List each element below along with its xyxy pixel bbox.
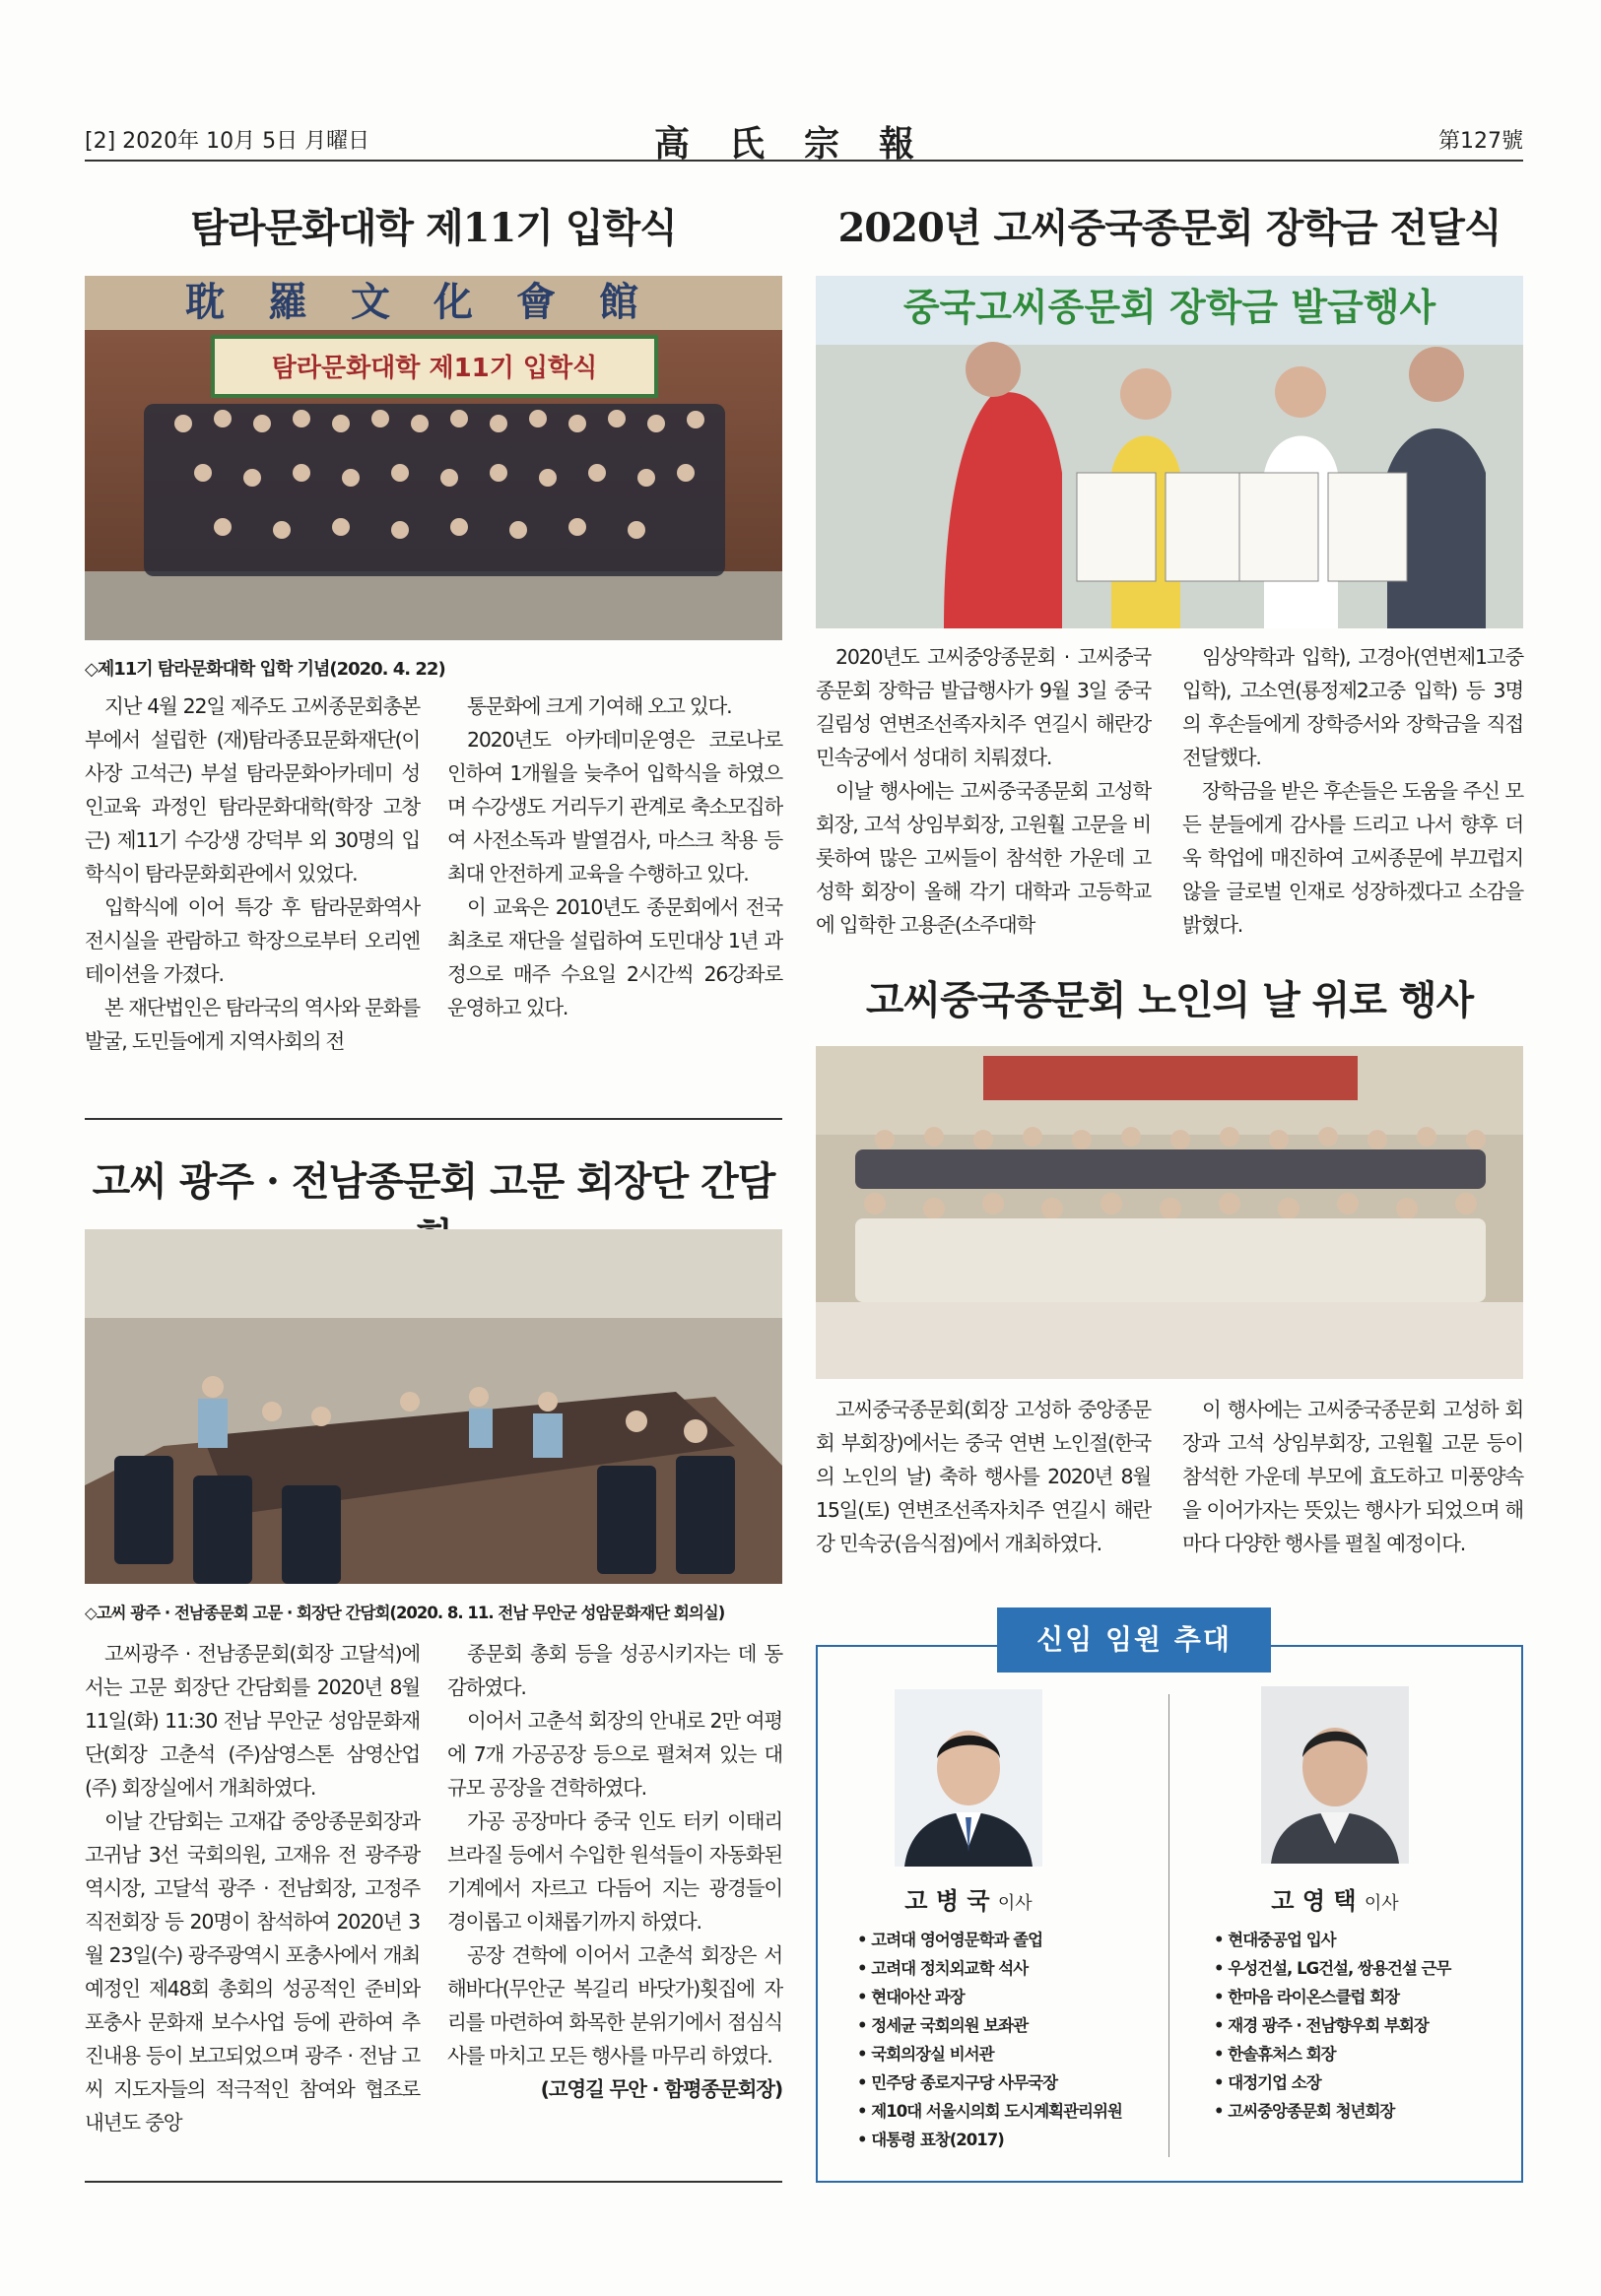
paragraph: 공장 견학에 이어서 고춘석 회장은 서해바다(무안군 복길리 바닷가)횟집에 자리를 마련하여 화목한 분위기에서 점심식사를 마치고 모든 행사를 마무리 하였다. xyxy=(447,1943,782,2067)
list-item: • 고씨중앙종문회 청년회장 xyxy=(1214,2097,1509,2126)
article3-column-1 xyxy=(85,1637,420,2139)
paragraph: 종문회 총회 등을 성공시키자는 데 동감하였다. xyxy=(447,1642,782,1699)
article3-column-2 xyxy=(447,1637,782,2106)
officer-2-name xyxy=(1187,1881,1483,1916)
list-item: • 국회의장실 비서관 xyxy=(857,2040,1153,2068)
list-item: • 한솔휴처스 회장 xyxy=(1214,2040,1509,2068)
scholarship-photo-illustration xyxy=(816,276,1523,628)
list-item: • 대정기업 소장 xyxy=(1214,2068,1509,2097)
list-item: • 우성건설, LG건설, 쌍용건설 근무 xyxy=(1214,1954,1509,1983)
avatar xyxy=(1261,1686,1409,1864)
officer-2-career-list xyxy=(1214,1926,1509,2126)
list-item: • 고려대 정치외교학 석사 xyxy=(857,1954,1153,1983)
article1-headline: 탐라문화대학 제11기 입학식 xyxy=(190,205,677,251)
paragraph: 이 교육은 2010년도 종문회에서 전국 최초로 재단을 설립하여 도민대상 1년 과정으로 매주 수요일 2시간씩 26강좌로 운영하고 있다. xyxy=(447,895,782,1019)
list-item: • 현대아산 과장 xyxy=(857,1983,1153,2011)
paragraph: 고씨광주 · 전남종문회(회장 고달석)에서는 고문 회장단 간담회를 2020년 8월 11일(화) 11:30 전남 무안군 성암문화재단(회장 고춘석 (주)삼영스톤 삼영산업(주) 회장실에서 개최하였다. xyxy=(85,1642,420,1800)
article3-photo xyxy=(85,1229,782,1584)
paragraph: 임상약학과 입학), 고경아(연변제1고중 입학), 고소연(룡정제2고중 입학) 등 3명의 후손들에게 장학증서와 장학금을 직접 전달했다. xyxy=(1182,645,1523,769)
paragraph: 본 재단법인은 탐라국의 역사와 문화를 발굴, 도민들에게 지역사회의 전 xyxy=(85,996,420,1053)
newspaper-title: 高氏宗報 xyxy=(653,123,954,164)
list-item: • 한마음 라이온스클럽 회장 xyxy=(1214,1983,1509,2011)
article3-headline: 고씨 광주 · 전남종문회 고문 회장단 간담 xyxy=(92,1158,775,1205)
article1-photo xyxy=(85,276,782,640)
paragraph: 입학식에 이어 특강 후 탐라문화역사 전시실을 관람하고 학장으로부터 오리엔테이션을 가졌다. xyxy=(85,895,420,986)
article2-column-1 xyxy=(816,640,1151,942)
paragraph: 고씨중국종문회(회장 고성하 중앙종문회 부회장)에서는 중국 연변 노인절(한국의 노인의 날) 축하 행사를 2020년 8월 15일(토) 연변조선족자치주 연길시 해란강 민속궁(음식점)에서 개최하였다. xyxy=(816,1398,1151,1555)
paragraph: 지난 4월 22일 제주도 고씨종문회총본부에서 설립한 (재)탐라종묘문화재단(이사장 고석근) 부설 탐라문화아카데미 성인교육 과정인 탐라문화대학(학장 고창근) 제11기 수강생 강덕부 외 30명의 입학식이 탐라문화회관에서 있었다. xyxy=(85,694,420,886)
paragraph: 이어서 고춘석 회장의 안내로 2만 여평에 7개 가공공장 등으로 펼쳐져 있는 대규모 공장을 견학하였다. xyxy=(447,1709,782,1800)
building-sign-text: 耽羅文化會館 xyxy=(185,279,682,325)
article4-photo xyxy=(816,1046,1523,1379)
list-item: • 대통령 표창(2017) xyxy=(857,2126,1153,2154)
article2-column-2 xyxy=(1182,640,1523,942)
article2-photo xyxy=(816,276,1523,628)
article4-column-2 xyxy=(1182,1393,1523,1560)
article2-headline: 2020년 고씨중국종문회 장학금 전달식 xyxy=(837,205,1501,251)
article4-column-1 xyxy=(816,1393,1151,1560)
article3-caption: ◇고씨 광주 · 전남종문회 고문 · 회장단 간담회(2020. 8. 11. 전남 무안군 성암문화재단 회의실) xyxy=(85,1604,725,1622)
portrait-photo-icon xyxy=(895,1689,1042,1867)
officer-name-text: 고 병 국 xyxy=(904,1887,990,1915)
officer-role: 이사 xyxy=(1364,1893,1399,1914)
page-date: [2] 2020年 10月 5日 月曜日 xyxy=(85,129,370,154)
paragraph: 통문화에 크게 기여해 오고 있다. xyxy=(467,694,732,718)
list-item: • 제10대 서울시의회 도시계획관리위원 xyxy=(857,2097,1153,2126)
paragraph: 장학금을 받은 후손들은 도움을 주신 모든 분들에게 감사를 드리고 나서 향후 더욱 학업에 매진하여 고씨종문에 부끄럽지 않을 글로벌 인재로 성장하겠다고 소감을 밝혔다. xyxy=(1182,779,1523,937)
meeting-photo-illustration xyxy=(85,1229,782,1584)
list-item: • 재경 광주 · 전남향우회 부회장 xyxy=(1214,2011,1509,2040)
elderly-day-photo-illustration xyxy=(816,1046,1523,1379)
bottom-rule xyxy=(85,2181,782,2183)
list-item: • 정세균 국회의원 보좌관 xyxy=(857,2011,1153,2040)
paragraph: 이날 간담회는 고재갑 중앙종문회장과 고귀남 3선 국회의원, 고재유 전 광주광역시장, 고달석 광주 · 전남회장, 고정주 직전회장 등 20명이 참석하여 2020년 3월 23일(수) 광주광역시 포충사에서 개최 예정인 제48회 총회의 성공적인 준비와 포충사 문화재 보수사업 등에 관하여 추진내용 등이 보고되었으며 광주 · 전남 고씨 지도자들의 적극적인 참여와 협조로 내년도 중앙 xyxy=(85,1809,420,2134)
byline: (고영길 무안 · 함평종문회장) xyxy=(540,2077,782,2101)
officer-role: 이사 xyxy=(997,1893,1033,1914)
officer-1-career-list xyxy=(857,1926,1153,2154)
paragraph: 2020년도 아카데미운영은 코로나로 인하여 1개월을 늦추어 입학식을 하였으며 수강생도 거리두기 관계로 축소모집하여 사전소독과 발열검사, 마스크 착용 등 최대 안전하게 교육을 수행하고 있다. xyxy=(447,728,782,886)
issue-number: 第127號 xyxy=(1438,129,1523,154)
paragraph: 이날 행사에는 고씨중국종문회 고성학 회장, 고석 상임부회장, 고원훨 고문을 비롯하여 많은 고씨들이 참석한 가운데 고성학 회장이 올해 각기 대학과 고등학교에 입학한 고용준(소주대학 xyxy=(816,779,1151,937)
officer-1-name xyxy=(821,1881,1116,1916)
article1-column-1 xyxy=(85,689,420,1058)
section-divider xyxy=(85,1118,782,1120)
masthead xyxy=(85,110,1523,162)
banner-text: 탐라문화대학 제11기 입학식 xyxy=(271,354,598,383)
paragraph: 이 행사에는 고씨중국종문회 고성하 회장과 고석 상임부회장, 고원훨 고문 등이 참석한 가운데 부모에 효도하고 미풍양속을 이어가자는 뜻있는 행사가 되었으며 해마다 다양한 행사를 펼칠 예정이다. xyxy=(1182,1398,1523,1555)
list-item: • 고려대 영어영문학과 졸업 xyxy=(857,1926,1153,1954)
new-officers-title: 신임 임원 추대 xyxy=(997,1607,1271,1673)
group-photo-illustration xyxy=(85,276,782,640)
officers-divider xyxy=(1168,1694,1169,2157)
avatar xyxy=(895,1689,1042,1867)
list-item: • 현대중공업 입사 xyxy=(1214,1926,1509,1954)
banner-text: 중국고씨종문회 장학금 발급행사 xyxy=(902,286,1436,329)
article4-headline: 고씨중국종문회 노인의 날 위로 행사 xyxy=(865,977,1474,1023)
portrait-photo-icon xyxy=(1261,1686,1409,1864)
officer-name-text: 고 영 택 xyxy=(1271,1887,1357,1915)
article1-caption: ◇제11기 탐라문화대학 입학 기념(2020. 4. 22) xyxy=(85,659,445,680)
article1-column-2 xyxy=(447,689,782,1024)
paragraph: 2020년도 고씨중앙종문회 · 고씨중국종문회 장학금 발급행사가 9월 3일 중국 길림성 연변조선족자치주 연길시 해란강 민속궁에서 성대히 치뤄졌다. xyxy=(816,645,1151,769)
paragraph: 가공 공장마다 중국 인도 터키 이태리 브라질 등에서 수입한 원석들이 자동화된 기계에서 자르고 다듬어 지는 광경들이 경이롭고 이채롭기까지 하였다. xyxy=(447,1809,782,1934)
list-item: • 민주당 종로지구당 사무국장 xyxy=(857,2068,1153,2097)
